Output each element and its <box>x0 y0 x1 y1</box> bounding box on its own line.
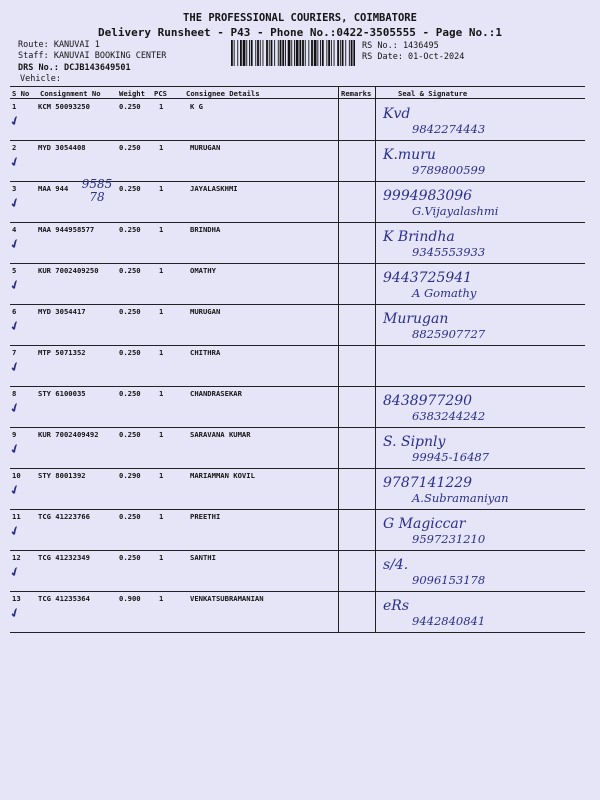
table-top-border <box>10 86 585 87</box>
barcode-bar <box>326 40 327 66</box>
check-tick-icon: ✔ <box>7 481 23 499</box>
row-sno: 5 <box>12 266 17 275</box>
row-consignee: SARAVANA KUMAR <box>190 430 251 439</box>
barcode-bar <box>314 40 317 66</box>
barcode-bar <box>249 40 250 66</box>
row-pcs: 1 <box>159 430 164 439</box>
row-signature: Murugan <box>383 311 449 327</box>
row-pcs: 1 <box>159 348 164 357</box>
row-pcs: 1 <box>159 471 164 480</box>
row-sno: 2 <box>12 143 17 152</box>
check-tick-icon: ✔ <box>7 399 23 417</box>
barcode-bar <box>302 40 304 66</box>
row-divider <box>10 591 585 592</box>
barcode-bar <box>342 40 344 66</box>
barcode-icon <box>231 40 355 66</box>
col-header-sno: S No <box>12 89 30 98</box>
row-consignee: PREETHI <box>190 512 221 521</box>
check-tick-icon: ✔ <box>7 317 23 335</box>
barcode-bar <box>271 40 273 66</box>
check-tick-icon: ✔ <box>7 358 23 376</box>
barcode-bar <box>274 40 275 66</box>
rs-number: RS No.: 1436495 <box>362 41 439 51</box>
row-consignment-no: STY 6100035 <box>38 389 86 398</box>
check-tick-icon: ✔ <box>7 276 23 294</box>
check-tick-icon: ✔ <box>7 153 23 171</box>
row-consignment-no: MAA 944 <box>38 184 69 193</box>
row-sno: 7 <box>12 348 17 357</box>
barcode-bar <box>251 40 253 66</box>
row-weight: 0.250 <box>119 184 141 193</box>
barcode-bar <box>349 40 350 66</box>
row-signature-phone: 9096153178 <box>412 573 486 587</box>
row-consignee: JAYALASKHMI <box>190 184 238 193</box>
row-sno: 11 <box>12 512 21 521</box>
row-weight: 0.250 <box>119 307 141 316</box>
barcode-bar <box>257 40 259 66</box>
row-signature-phone: A Gomathy <box>412 286 477 300</box>
row-consignee: OMATHY <box>190 266 216 275</box>
barcode-bar <box>337 40 339 66</box>
row-sno: 12 <box>12 553 21 562</box>
barcode-bar <box>263 40 264 66</box>
barcode-bar <box>246 40 247 66</box>
row-signature-phone: 6383244242 <box>412 409 486 423</box>
row-signature-phone: 9842274443 <box>412 122 486 136</box>
barcode-bar <box>351 40 353 66</box>
row-signature-phone: G.Vijayalashmi <box>412 204 499 218</box>
barcode-bar <box>234 40 235 66</box>
row-pcs: 1 <box>159 102 164 111</box>
row-signature: 8438977290 <box>383 393 473 409</box>
row-pcs: 1 <box>159 553 164 562</box>
row-weight: 0.250 <box>119 389 141 398</box>
row-consignee: CHITHRA <box>190 348 221 357</box>
barcode-bar <box>285 40 286 66</box>
row-consignment-no: KUR 7002409492 <box>38 430 99 439</box>
rs-date: RS Date: 01-Oct-2024 <box>362 52 465 62</box>
row-weight: 0.250 <box>119 102 141 111</box>
row-consignment-no: STY 8001392 <box>38 471 86 480</box>
barcode-bar <box>345 40 346 66</box>
row-sno: 1 <box>12 102 17 111</box>
row-weight: 0.900 <box>119 594 141 603</box>
row-pcs: 1 <box>159 143 164 152</box>
row-signature: Kvd <box>383 106 411 122</box>
barcode-bar <box>328 40 330 66</box>
barcode-bar <box>280 40 282 66</box>
row-signature: 9443725941 <box>383 270 473 286</box>
row-signature-phone: A.Subramaniyan <box>412 491 509 505</box>
barcode-bar <box>291 40 292 66</box>
row-signature: K Brindha <box>383 229 455 245</box>
col-header-signature: Seal & Signature <box>398 89 468 98</box>
barcode-bar <box>269 40 270 66</box>
vehicle-label: Vehicle: <box>20 74 61 84</box>
row-sno: 6 <box>12 307 17 316</box>
row-pcs: 1 <box>159 225 164 234</box>
row-consignment-no: KCM 50093250 <box>38 102 90 111</box>
row-divider <box>10 632 585 633</box>
row-consignee: VENKATSUBRAMANIAN <box>190 594 264 603</box>
row-consignment-no: MTP 5071352 <box>38 348 86 357</box>
row-sno: 10 <box>12 471 21 480</box>
barcode-bar <box>240 40 242 66</box>
row-signature: s/4. <box>383 557 409 573</box>
barcode-bar <box>278 40 279 66</box>
row-signature: K.muru <box>383 147 436 163</box>
row-signature: 9994983096 <box>383 188 473 204</box>
row-signature-phone: 9345553933 <box>412 245 486 259</box>
row-divider <box>10 386 585 387</box>
row-sno: 3 <box>12 184 17 193</box>
row-consignment-no: TCG 41232349 <box>38 553 90 562</box>
row-signature: G Magiccar <box>383 516 466 532</box>
row-divider <box>10 509 585 510</box>
row-consignment-no: MAA 944958577 <box>38 225 95 234</box>
row-divider <box>10 304 585 305</box>
row-weight: 0.250 <box>119 512 141 521</box>
row-weight: 0.250 <box>119 143 141 152</box>
row-pcs: 1 <box>159 307 164 316</box>
check-tick-icon: ✔ <box>7 563 23 581</box>
row-weight: 0.250 <box>119 266 141 275</box>
row-consignee: K G <box>190 102 203 111</box>
check-tick-icon: ✔ <box>7 440 23 458</box>
barcode-bar <box>334 40 335 66</box>
barcode-bar <box>305 40 306 66</box>
row-consignee: SANTHI <box>190 553 216 562</box>
barcode-bar <box>294 40 295 66</box>
row-consignment-no: TCG 41235364 <box>38 594 90 603</box>
row-weight: 0.250 <box>119 225 141 234</box>
barcode-bar <box>255 40 256 66</box>
drs-number: DRS No.: DCJB143649501 <box>18 63 131 73</box>
row-consignee: BRINDHA <box>190 225 221 234</box>
row-signature-phone: 99945-16487 <box>412 450 490 464</box>
barcode-bar <box>340 40 341 66</box>
col-header-pcs: PCS <box>154 89 167 98</box>
row-signature: 9787141229 <box>383 475 473 491</box>
row-weight: 0.250 <box>119 553 141 562</box>
barcode-bar <box>299 40 301 66</box>
row-pcs: 1 <box>159 184 164 193</box>
table-header-border <box>10 98 585 99</box>
row-pcs: 1 <box>159 594 164 603</box>
col-header-consignee: Consignee Details <box>186 89 260 98</box>
row-divider <box>10 140 585 141</box>
barcode-bar <box>266 40 268 66</box>
barcode-bar <box>282 40 284 66</box>
row-consignee: MARIAMMAN KOVIL <box>190 471 255 480</box>
barcode-bar <box>260 40 261 66</box>
barcode-bar <box>288 40 291 66</box>
barcode-bar <box>322 40 324 66</box>
barcode-bar <box>311 40 313 66</box>
row-consignment-no: KUR 7002409250 <box>38 266 99 275</box>
check-tick-icon: ✔ <box>7 522 23 540</box>
row-sno: 4 <box>12 225 17 234</box>
row-signature-phone: 9789800599 <box>412 163 486 177</box>
barcode-bar <box>331 40 332 66</box>
row-sno: 8 <box>12 389 17 398</box>
barcode-bar <box>353 40 355 66</box>
row-signature: S. Sipnly <box>383 434 446 450</box>
barcode-bar <box>320 40 321 66</box>
row-sno: 9 <box>12 430 17 439</box>
barcode-bar <box>317 40 318 66</box>
row-consignee: CHANDRASEKAR <box>190 389 242 398</box>
barcode-bar <box>308 40 309 66</box>
row-consignment-no: MYD 3054417 <box>38 307 86 316</box>
col-header-consignment: Consignment No <box>40 89 101 98</box>
row-pcs: 1 <box>159 512 164 521</box>
row-weight: 0.290 <box>119 471 141 480</box>
row-signature-phone: 8825907727 <box>412 327 486 341</box>
row-divider <box>10 468 585 469</box>
barcode-bar <box>237 40 238 66</box>
check-tick-icon: ✔ <box>7 604 23 622</box>
row-consignment-no: MYD 3054408 <box>38 143 86 152</box>
barcode-bar <box>243 40 246 66</box>
barcode-bar <box>296 40 299 66</box>
row-divider <box>10 263 585 264</box>
barcode-bar <box>231 40 233 66</box>
row-consignment-no: TCG 41223766 <box>38 512 90 521</box>
row-pcs: 1 <box>159 389 164 398</box>
row-signature-phone: 9442840841 <box>412 614 486 628</box>
route-label: Route: KANUVAI 1 <box>18 40 100 50</box>
col-header-weight: Weight <box>119 89 145 98</box>
col-header-remarks: Remarks <box>341 89 372 98</box>
staff-label: Staff: KANUVAI BOOKING CENTER <box>18 51 167 61</box>
row-weight: 0.250 <box>119 348 141 357</box>
check-tick-icon: ✔ <box>7 235 23 253</box>
row-signature-phone: 9597231210 <box>412 532 486 546</box>
row-consignee: MURUGAN <box>190 143 221 152</box>
runsheet-subtitle: Delivery Runsheet - P43 - Phone No.:0422-3505555 - Page No.:1 <box>98 26 502 39</box>
row-divider <box>10 222 585 223</box>
row-divider <box>10 345 585 346</box>
check-tick-icon: ✔ <box>7 112 23 130</box>
row-consignee: MURUGAN <box>190 307 221 316</box>
row-consignment-handwritten: 9585 78 <box>81 177 113 204</box>
row-divider <box>10 427 585 428</box>
row-pcs: 1 <box>159 266 164 275</box>
check-tick-icon: ✔ <box>7 194 23 212</box>
row-sno: 13 <box>12 594 21 603</box>
row-signature: eRs <box>383 598 410 614</box>
row-divider <box>10 550 585 551</box>
row-weight: 0.250 <box>119 430 141 439</box>
company-title: THE PROFESSIONAL COURIERS, COIMBATORE <box>183 12 417 24</box>
